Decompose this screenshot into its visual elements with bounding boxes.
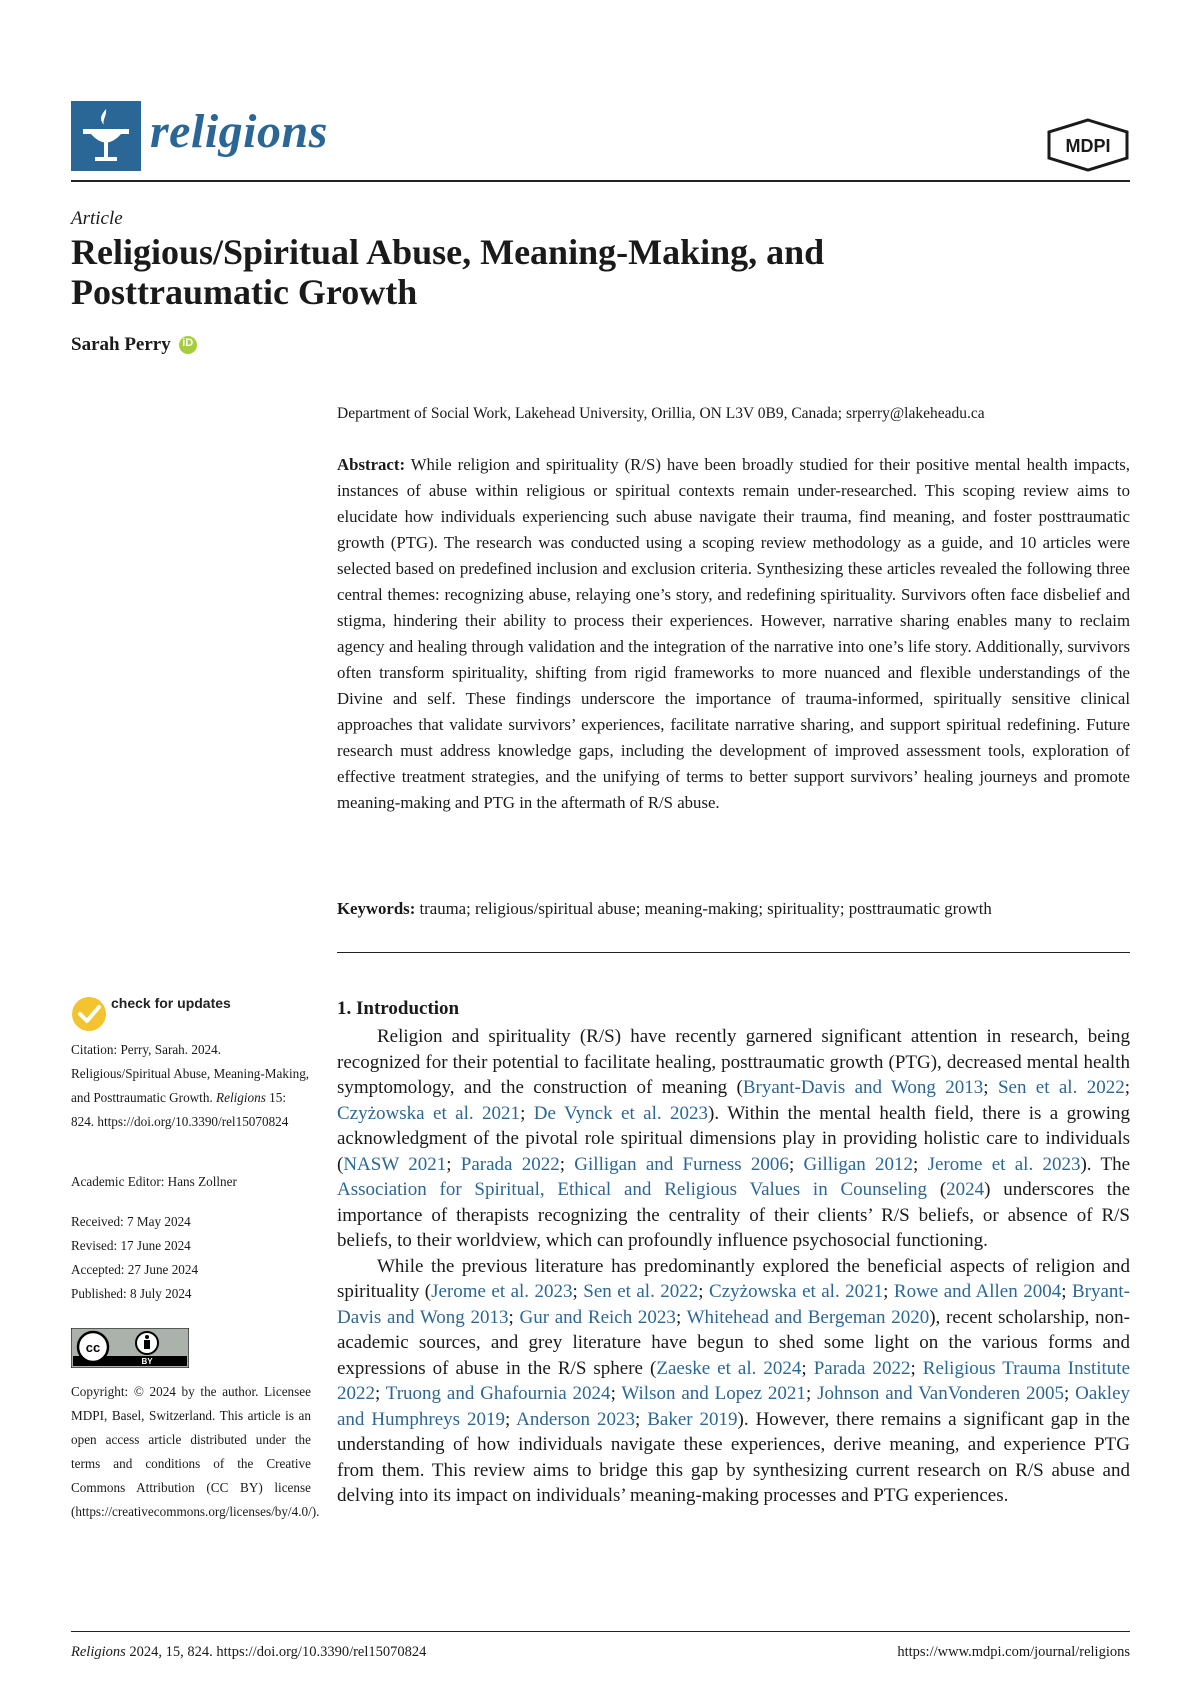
paragraph-text: ; xyxy=(910,1357,923,1379)
footer-citation: Religions 2024, 15, 824. https://doi.org/10.3390/rel15070824 xyxy=(71,1644,427,1660)
accepted-date: Accepted: 27 June 2024 xyxy=(71,1262,199,1277)
paragraph-text: ; xyxy=(1124,1077,1130,1098)
dates xyxy=(71,1210,311,1306)
section-heading: 1. Introduction xyxy=(337,998,460,1019)
paragraph-text: ; xyxy=(635,1408,648,1430)
citation-link[interactable]: Gilligan 2012 xyxy=(803,1153,914,1175)
paragraph xyxy=(337,1254,1130,1509)
paragraph-text: ), recent scholarship, non-academic sources, and grey literature have begun to shed some light on the various forms and expressions of abuse in the R/S sphere ( xyxy=(337,1306,1130,1379)
cc-by-license-icon[interactable] xyxy=(71,1328,189,1368)
paragraph-text: While the previous literature has predominantly explored the beneficial aspects of religion and spirituality ( xyxy=(337,1255,1130,1302)
journal-logo xyxy=(71,101,141,171)
citation-link[interactable]: Bryant-Davis and Wong 2013 xyxy=(337,1281,1130,1328)
paragraph-text: ; xyxy=(788,1153,804,1175)
paragraph-text: ; xyxy=(446,1153,461,1175)
published-date: Published: 8 July 2024 xyxy=(71,1286,192,1301)
chalice-icon xyxy=(71,101,141,171)
author-name[interactable]: Sarah Perry xyxy=(71,334,171,355)
citation-link[interactable]: Association for Spiritual, Ethical and Religious Values in Counseling xyxy=(337,1179,928,1200)
paragraph-text: ). The xyxy=(1080,1153,1131,1175)
citation-link[interactable]: NASW 2021 xyxy=(343,1153,447,1175)
paragraph-text: ; xyxy=(805,1383,818,1404)
citation-link[interactable]: Truong and Ghafournia 2024 xyxy=(385,1383,611,1404)
article-type: Article xyxy=(71,208,123,229)
citation-link[interactable]: Sen et al. 2022 xyxy=(997,1077,1125,1098)
citation-link[interactable]: Gilligan and Furness 2006 xyxy=(574,1153,789,1175)
paragraph-text: Religion and spirituality (R/S) have recently garnered significant attention in research, being recognized for their potential to facilitate healing, posttraumatic growth (PTG), decreased mental health symptomology, and the construction of meaning ( xyxy=(337,1026,1130,1098)
check-for-updates-icon[interactable] xyxy=(71,996,107,1032)
citation-link[interactable]: Baker 2019 xyxy=(647,1408,738,1430)
paragraph-text: ; xyxy=(520,1102,534,1124)
svg-text:cc: cc xyxy=(85,1340,101,1355)
abstract-rule xyxy=(337,952,1130,953)
citation-link[interactable]: Czyżowska et al. 2021 xyxy=(709,1281,884,1302)
paragraph-text: ; xyxy=(913,1153,928,1175)
citation-link[interactable]: Wilson and Lopez 2021 xyxy=(621,1383,806,1404)
keywords-label: Keywords: xyxy=(337,899,416,918)
affiliation: Department of Social Work, Lakehead University, Orillia, ON L3V 0B9, Canada; srperry@lakeheadu.ca xyxy=(337,405,985,422)
paragraph-text: ; xyxy=(559,1153,575,1175)
footer-rule xyxy=(71,1631,1130,1632)
citation-link[interactable]: Bryant-Davis and Wong 2013 xyxy=(742,1077,984,1098)
paragraph-text: ). Within the mental health field, there is a growing acknowledgment of the pivotal role spiritual dimensions play in providing holistic care to individuals ( xyxy=(337,1102,1130,1175)
paragraph-text: ; xyxy=(1064,1383,1076,1404)
paragraph-text: ; xyxy=(504,1408,517,1430)
citation-link[interactable]: Sen et al. 2022 xyxy=(583,1281,699,1302)
paragraph-text: ; xyxy=(610,1383,622,1404)
received-date: Received: 7 May 2024 xyxy=(71,1214,191,1229)
header-rule xyxy=(71,180,1130,182)
keywords xyxy=(337,899,1130,919)
citation-link[interactable]: Zaeske et al. 2024 xyxy=(656,1357,802,1379)
citation-link[interactable]: 2024 xyxy=(946,1179,985,1200)
paragraph-text: ( xyxy=(927,1179,947,1200)
citation-link[interactable]: De Vynck et al. 2023 xyxy=(533,1102,709,1124)
citation-link[interactable]: Czyżowska et al. 2021 xyxy=(337,1102,521,1124)
svg-text:BY: BY xyxy=(141,1357,153,1366)
journal-name: religions xyxy=(150,105,328,158)
copyright-notice: Copyright: © 2024 by the author. Licensee MDPI, Basel, Switzerland. This article is an open access article distributed under the terms and conditions of the Creative Commons Attribution (CC BY) license (https://creativecommons.org/licenses/by/4.0/). xyxy=(71,1384,320,1519)
citation-link[interactable]: Parada 2022 xyxy=(460,1153,560,1175)
author-line xyxy=(71,334,197,356)
paragraph-text: ; xyxy=(1061,1281,1072,1302)
paragraph-text: ; xyxy=(675,1306,687,1328)
citation-link[interactable]: Jerome et al. 2023 xyxy=(927,1153,1081,1175)
article-title: Religious/Spiritual Abuse, Meaning-Making, and Posttraumatic Growth xyxy=(71,232,825,312)
paragraph-text: ; xyxy=(698,1281,710,1302)
citation-link[interactable]: Whitehead and Bergeman 2020 xyxy=(686,1306,930,1328)
paragraph-text: ; xyxy=(883,1281,894,1302)
paragraph xyxy=(337,1024,1130,1254)
paragraph-text: ; xyxy=(801,1357,814,1379)
footer-url[interactable]: https://www.mdpi.com/journal/religions xyxy=(897,1644,1130,1660)
citation-link[interactable]: Religious Trauma Institute 2022 xyxy=(337,1357,1131,1404)
paragraph-text: ). However, there remains a significant gap in the understanding of how individuals navigate these experiences, derive meaning, and experience PTG from them. This review aims to bridge this gap by synthesizing current research on R/S abuse and delving into its impact on individuals’ meaning-making processes and PTG experiences. xyxy=(337,1408,1130,1506)
body-text xyxy=(337,1024,1130,1509)
check-for-updates-label[interactable]: check for updates xyxy=(111,995,231,1011)
svg-text:MDPI: MDPI xyxy=(1065,136,1111,156)
abstract-label: Abstract: xyxy=(337,455,406,474)
orcid-icon[interactable]: iD xyxy=(179,336,197,354)
abstract xyxy=(337,452,1130,816)
paragraph-text: ) underscores the importance of therapists recognizing the centrality of their clients’ R/S beliefs, or absence of R/S beliefs, to their worldview, which can profoundly influence psychosocial functioning. xyxy=(337,1179,1130,1251)
abstract-text: While religion and spirituality (R/S) have been broadly studied for their positive mental health impacts, instances of abuse within religious or spiritual contexts remain under-researched. This scoping review aims to elucidate how individuals experiencing such abuse navigate their trauma, find meaning, and foster posttraumatic growth (PTG). The research was conducted using a scoping review methodology as a guide, and 10 articles were selected based on predefined inclusion and exclusion criteria. Synthesizing these articles revealed the following three central themes: recognizing abuse, relaying one’s story, and redefining spirituality. Survivors often face disbelief and stigma, hindering their ability to process their experiences. However, narrative sharing enables many to reclaim agency and healing through validation and the integration of the narrative into one’s life story. Additionally, survivors often transform spirituality, shifting from rigid frameworks to more nuanced and flexible understandings of the Divine and self. These findings underscore the importance of trauma-informed, spiritually sensitive clinical approaches that validate survivors’ experiences, facilitate narrative sharing, and support spiritual redefining. Future research must address knowledge gaps, including the development of improved assessment tools, exploration of effective treatment strategies, and the unifying of terms to better support survivors’ healing journeys and promote meaning-making and PTG in the aftermath of R/S abuse. xyxy=(337,455,1130,812)
paragraph-text: ; xyxy=(508,1306,520,1328)
revised-date: Revised: 17 June 2024 xyxy=(71,1238,191,1253)
keywords-text: trauma; religious/spiritual abuse; meaning-making; spirituality; posttraumatic growth xyxy=(419,899,992,918)
citation-link[interactable]: Rowe and Allen 2004 xyxy=(893,1281,1062,1302)
mdpi-logo xyxy=(1045,118,1131,172)
citation-link[interactable]: Johnson and VanVonderen 2005 xyxy=(817,1383,1065,1404)
citation-link[interactable]: Parada 2022 xyxy=(813,1357,911,1379)
paragraph-text: ; xyxy=(983,1077,998,1098)
citation: Citation: Perry, Sarah. 2024. Religious/Spiritual Abuse, Meaning-Making, and Posttraumatic Growth. Religions 15: 824. https://doi.org/10.3390/rel15070824 xyxy=(71,1042,310,1129)
citation-link[interactable]: Anderson 2023 xyxy=(516,1408,635,1430)
citation-journal: Religions xyxy=(216,1090,266,1105)
citation-link[interactable]: Jerome et al. 2023 xyxy=(431,1281,573,1302)
paragraph-text: ; xyxy=(375,1383,386,1404)
citation-link[interactable]: Gur and Reich 2023 xyxy=(519,1306,676,1328)
citation-link[interactable]: Oakley and Humphreys 2019 xyxy=(337,1383,1131,1430)
paragraph-text: ; xyxy=(572,1281,584,1302)
academic-editor: Academic Editor: Hans Zollner xyxy=(71,1174,237,1189)
